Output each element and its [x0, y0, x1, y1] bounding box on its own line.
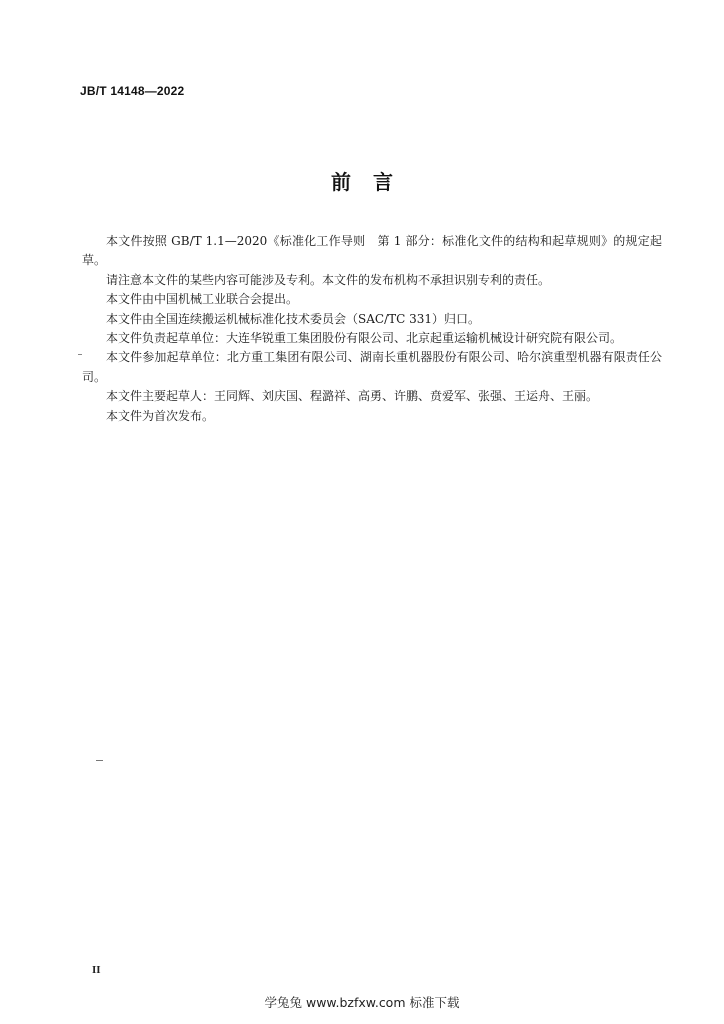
- paragraph-main-drafters: 本文件主要起草人：王同辉、刘庆国、程潞祥、高勇、许鹏、贲爱军、张强、王运舟、王丽。: [106, 389, 599, 404]
- scan-mark: [96, 760, 103, 761]
- paragraph-patent-notice: 请注意本文件的某些内容可能涉及专利。本文件的发布机构不承担识别专利的责任。: [106, 272, 551, 287]
- scan-mark: [78, 354, 82, 355]
- foreword-body: [82, 232, 662, 426]
- section-title: 前言: [331, 170, 415, 194]
- paragraph-participating-drafters: 本文件参加起草单位：北方重工集团有限公司、湖南长重机器股份有限公司、哈尔滨重型机器有限责任公司。: [82, 350, 662, 384]
- paragraph-committee: 本文件由全国连续搬运机械标准化技术委员会（SAC/TC 331）归口。: [106, 311, 481, 326]
- page-number: II: [92, 964, 101, 976]
- footer-watermark: 学兔兔 www.bzfxw.com 标准下载: [264, 995, 460, 1010]
- paragraph-first-release: 本文件为首次发布。: [106, 408, 215, 423]
- paragraph-lead-drafters: 本文件负责起草单位：大连华锐重工集团股份有限公司、北京起重运输机械设计研究院有限公司。: [106, 331, 623, 346]
- paragraph-proposer: 本文件由中国机械工业联合会提出。: [106, 292, 299, 307]
- document-code: JB/T 14148—2022: [80, 84, 185, 98]
- paragraph-drafting-rules: 本文件按照 GB/T 1.1—2020《标准化工作导则 第 1 部分：标准化文件的结构和起草规则》的规定起草。: [82, 234, 662, 268]
